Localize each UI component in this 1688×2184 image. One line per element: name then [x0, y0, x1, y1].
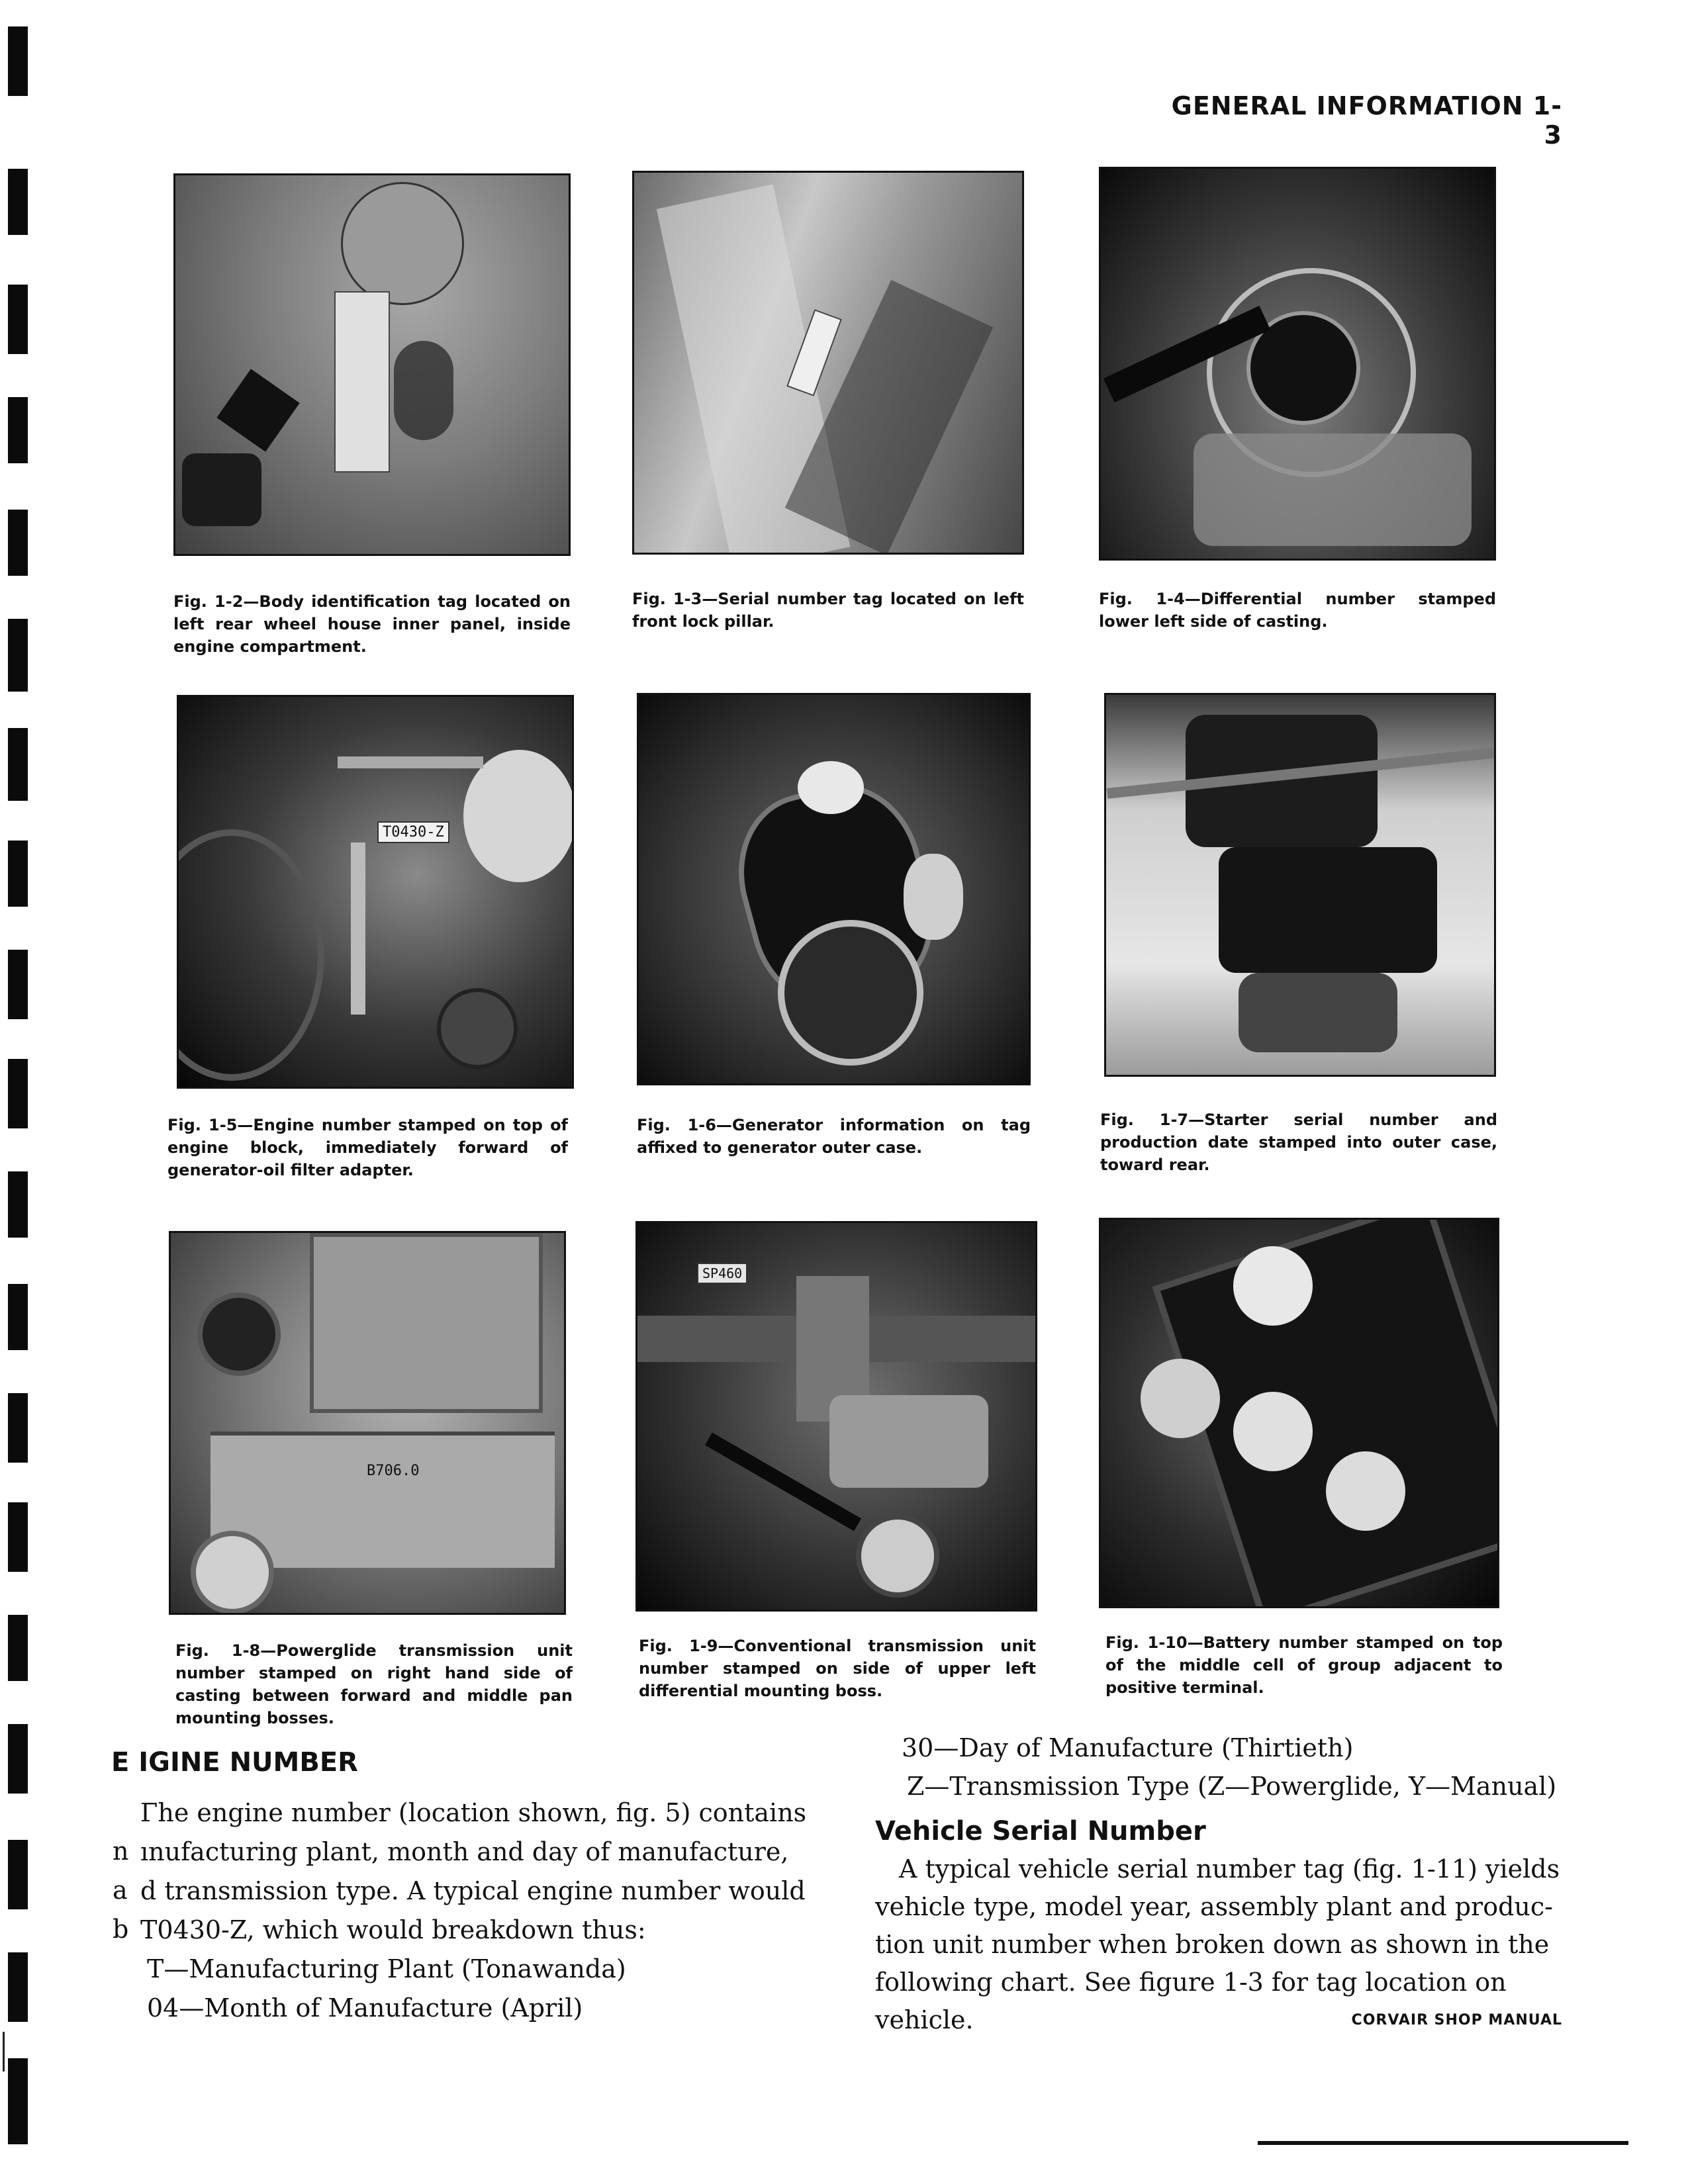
- body-line: T—Manufacturing Plant (Tonawanda): [147, 1954, 626, 1983]
- footer-rule: [1258, 2141, 1628, 2145]
- figure-photo-1-7: [1104, 693, 1496, 1077]
- figure-caption: Fig. 1-7—Starter serial number and production date stamped into outer case, toward rear.: [1100, 1111, 1497, 1174]
- body-line: T0430-Z, which would breakdown thus:: [140, 1915, 646, 1944]
- figure-caption: Fig. 1-6—Generator information on tag affixed to generator outer case.: [637, 1116, 1031, 1157]
- body-line: vehicle type, model year, assembly plant and produc-: [875, 1892, 1553, 1921]
- figure-caption: Fig. 1-10—Battery number stamped on top of the middle cell of group adjacent to positive terminal.: [1105, 1633, 1503, 1697]
- figure-photo-1-4: [1099, 167, 1496, 561]
- margin-letter: a: [113, 1876, 128, 1905]
- vehicle-serial-body: [875, 1850, 1570, 2039]
- binder-line: [3, 2032, 5, 2071]
- section-title-engine-number: E IGINE NUMBER: [111, 1747, 358, 1778]
- body-line: d transmission type. A typical engine number would: [140, 1876, 806, 1905]
- figure-photo-1-3: [632, 171, 1024, 555]
- body-line: Z—Transmission Type (Z—Powerglide, Y—Manual): [907, 1772, 1557, 1801]
- figure-caption: Fig. 1-4—Differential number stamped lower left side of casting.: [1099, 590, 1496, 631]
- figure-caption: Fig. 1-2—Body identification tag located on left rear wheel house inner panel, inside engine compartment.: [173, 592, 571, 656]
- breakdown-continued: [902, 1729, 1577, 1805]
- page-footer: CORVAIR SHOP MANUAL: [1351, 2012, 1562, 2028]
- page-header: GENERAL INFORMATION 1-3: [1171, 91, 1562, 150]
- binder-mark: [8, 950, 28, 1019]
- binder-mark: [8, 2058, 28, 2144]
- binder-mark: [8, 285, 28, 354]
- binder-mark: [8, 1059, 28, 1128]
- body-line: tion unit number when broken down as shown in the: [875, 1930, 1550, 1959]
- binder-mark: [8, 1502, 28, 1572]
- body-line: following chart. See figure 1-3 for tag location on: [875, 1968, 1507, 1997]
- body-line: ınufacturing plant, month and day of manufacture,: [140, 1837, 789, 1866]
- binder-mark: [8, 1952, 28, 2022]
- binder-mark: [8, 619, 28, 692]
- binder-mark: [8, 841, 28, 907]
- binder-mark: [8, 510, 28, 576]
- binder-mark: [8, 1284, 28, 1350]
- margin-letter: b: [113, 1915, 129, 1944]
- body-line: vehicle.: [875, 2005, 974, 2034]
- binder-mark: [8, 169, 28, 235]
- engine-number-body: [140, 1794, 816, 2028]
- transmission-number-stamp: B706.0: [367, 1463, 420, 1479]
- figure-photo-1-10: [1099, 1218, 1499, 1608]
- figure-caption: Fig. 1-3—Serial number tag located on left front lock pillar.: [632, 590, 1024, 631]
- body-line: 30—Day of Manufacture (Thirtieth): [902, 1733, 1354, 1762]
- margin-letter: n: [113, 1837, 129, 1866]
- binder-mark: [8, 1393, 28, 1463]
- binder-mark: [8, 1615, 28, 1681]
- engine-number-stamp: T0430-Z: [377, 821, 449, 843]
- figure-photo-1-9: [635, 1221, 1037, 1612]
- figure-caption: Fig. 1-9—Conventional transmission unit number stamped on side of upper left differential mounting boss.: [639, 1637, 1036, 1700]
- binder-mark: [8, 397, 28, 463]
- binder-mark: [8, 26, 28, 96]
- figure-caption: Fig. 1-8—Powerglide transmission unit number stamped on right hand side of casting between forward and middle pan mounting bosses.: [175, 1641, 573, 1727]
- binder-mark: [8, 1840, 28, 1909]
- body-line: Γhe engine number (location shown, fig. 5) contains: [140, 1798, 807, 1827]
- figure-photo-1-8: [169, 1231, 566, 1615]
- binder-mark: [8, 1171, 28, 1238]
- binder-mark: [8, 1724, 28, 1794]
- body-line: 04—Month of Manufacture (April): [147, 1993, 583, 2023]
- transmission-number-stamp: SP460: [697, 1263, 747, 1284]
- figure-caption: Fig. 1-5—Engine number stamped on top of engine block, immediately forward of generator-oil filter adapter.: [167, 1116, 568, 1179]
- figure-photo-1-5: [177, 695, 574, 1089]
- figure-photo-1-6: [637, 693, 1031, 1085]
- body-line: A typical vehicle serial number tag (fig. 1-11) yields: [899, 1854, 1560, 1884]
- section-title-vehicle-serial: Vehicle Serial Number: [875, 1816, 1206, 1846]
- figure-photo-1-2: [173, 173, 571, 556]
- binder-mark: [8, 728, 28, 801]
